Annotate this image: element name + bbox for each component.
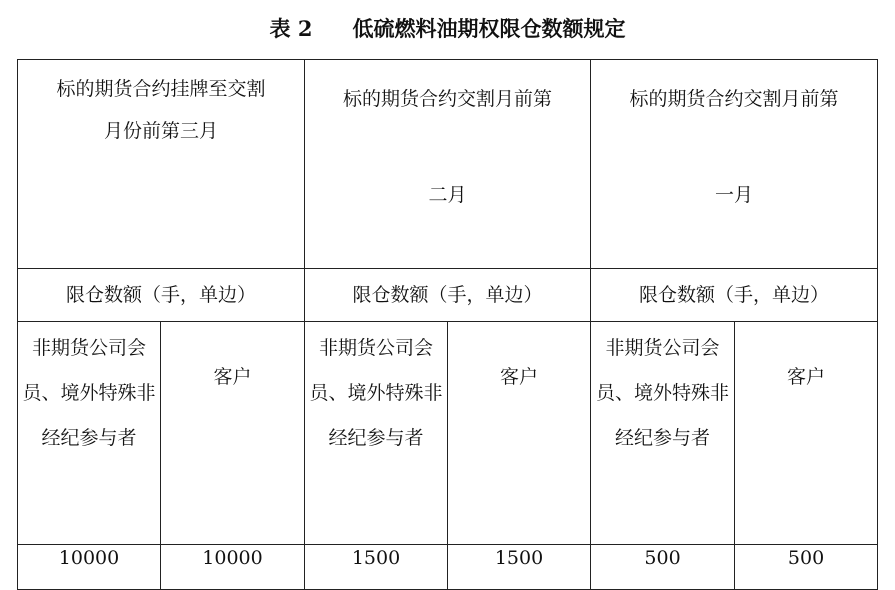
client-limit-value: 1500	[448, 545, 591, 590]
client-limit-value: 10000	[161, 545, 305, 590]
unit-cell: 限仓数额（手，单边）	[305, 269, 591, 322]
member-limit-value: 10000	[18, 545, 161, 590]
period-header-row	[18, 60, 878, 269]
unit-cell: 限仓数额（手，单边）	[591, 269, 878, 322]
client-category-cell: 客户	[735, 322, 878, 545]
period-header-cell	[591, 60, 878, 269]
period-header-line: 标的期货合约交割月前第	[343, 88, 553, 110]
client-limit-value: 500	[735, 545, 878, 590]
client-category-cell: 客户	[161, 322, 305, 545]
member-limit-value: 1500	[305, 545, 448, 590]
unit-row	[18, 269, 878, 322]
period-header-line: 二月	[428, 184, 467, 206]
table-number: 表 2	[269, 16, 313, 41]
client-category-cell: 客户	[448, 322, 591, 545]
period-header-line: 月份前第三月	[104, 120, 219, 142]
period-header-cell	[305, 60, 591, 269]
table-title-text: 低硫燃料油期权限仓数额规定	[352, 16, 626, 41]
member-limit-value: 500	[591, 545, 735, 590]
table-title	[0, 10, 895, 46]
period-header-cell	[18, 60, 305, 269]
member-category-cell: 非期货公司会员、境外特殊非经纪参与者	[18, 322, 161, 545]
unit-cell: 限仓数额（手，单边）	[18, 269, 305, 322]
category-row	[18, 322, 878, 545]
member-category-cell: 非期货公司会员、境外特殊非经纪参与者	[305, 322, 448, 545]
period-header-line: 标的期货合约交割月前第	[629, 88, 839, 110]
position-limit-table	[17, 59, 878, 590]
period-header-line: 标的期货合约挂牌至交割	[56, 78, 266, 100]
value-row	[18, 545, 878, 590]
member-category-cell: 非期货公司会员、境外特殊非经纪参与者	[591, 322, 735, 545]
period-header-line: 一月	[715, 184, 754, 206]
